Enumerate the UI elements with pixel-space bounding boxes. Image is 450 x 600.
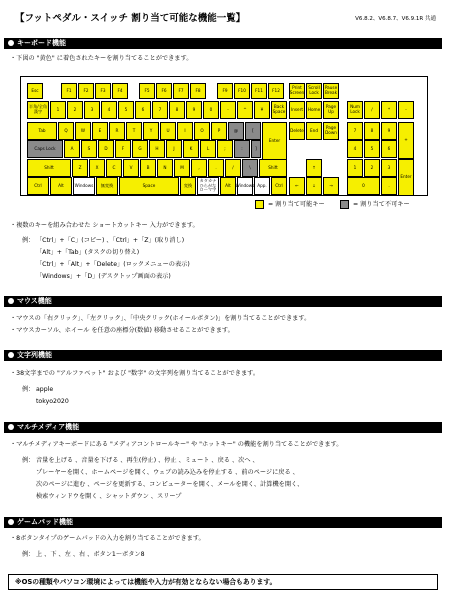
key: ,: [191, 159, 207, 177]
shortcut-intro: ・複数のキーを組み合わせた ショートカットキー 入力ができます。: [10, 222, 199, 229]
key: Print Screen: [289, 83, 305, 99]
string-example: tokyo2020: [36, 398, 69, 405]
examples-label: 例：: [22, 551, 35, 558]
key: Scroll Lock: [306, 83, 322, 99]
bullet-icon: [8, 40, 14, 46]
key: [: [245, 122, 261, 140]
key: →: [323, 177, 339, 195]
key: U: [160, 122, 176, 140]
key: Back Space: [271, 101, 287, 119]
section-title: マルチメディア機能: [17, 423, 80, 431]
key: J: [166, 140, 182, 158]
key: Alt: [50, 177, 72, 195]
examples-label: 例：: [22, 237, 35, 244]
mouse-line: ・マウスの「右クリック」、「左クリック」、「中央クリック(ホイールボタン)」を割り当てることができます。: [10, 315, 311, 322]
mouse-line: ・マウスカーソル、ホイール を任意の座標分(数値) 移動させることができます。: [10, 327, 234, 334]
key: F3: [95, 83, 111, 99]
key: /: [364, 101, 380, 119]
key: E: [92, 122, 108, 140]
key: N: [157, 159, 173, 177]
key: 0: [203, 101, 219, 119]
multimedia-line: ・マルチメディアキーボードにある "メディアコントロールキー" や "ホットキー" の機能を割り当てることができます。: [10, 441, 343, 448]
key: 半角/全角 漢字: [27, 101, 49, 119]
key: Enter: [262, 122, 287, 160]
key: O: [194, 122, 210, 140]
footer-note: ※OSの種類やパソコン環境によっては機能や入力が有効とならない場合もあります。: [8, 574, 438, 590]
key: 6: [381, 140, 397, 158]
key: Alt: [220, 177, 236, 195]
key: 1: [50, 101, 66, 119]
key: ;: [217, 140, 233, 158]
key: @: [228, 122, 244, 140]
key: .: [381, 177, 397, 195]
key: V: [123, 159, 139, 177]
page-title: 【フットペダル・スイッチ 割り当て可能な機能一覧】: [15, 13, 246, 24]
string-example: apple: [36, 386, 54, 393]
key: 2: [364, 159, 380, 177]
key: ¥: [254, 101, 270, 119]
bullet-icon: [8, 352, 14, 358]
key: Insert: [289, 101, 305, 119]
key: F2: [78, 83, 94, 99]
key: Tab: [27, 122, 57, 140]
section-header-gamepad: [4, 517, 442, 528]
string-line: ・38文字までの "アルファベット" および "数字" の文字列を割り当てることができます。: [10, 370, 260, 377]
key: +: [398, 122, 414, 159]
keyboard-intro: ・下図の "黄色" に着色されたキーを割り当てることができます。: [10, 55, 193, 62]
key: Z: [72, 159, 88, 177]
keyboard-diagram: [20, 76, 428, 196]
bullet-icon: [8, 424, 14, 430]
key: X: [89, 159, 105, 177]
gamepad-example: 上 、下 、左 、右 、ボタン1～ボタン8: [36, 551, 145, 558]
multimedia-example: 音量を上げる 、音量を下げる 、再生(停止) 、停止 、ミュート 、戻る 、次へ 、: [36, 457, 259, 464]
key: F7: [173, 83, 189, 99]
gamepad-line: ・8ボタンタイプのゲームパッドの入力を割り当てることができます。: [10, 535, 205, 542]
key: 4: [101, 101, 117, 119]
key: Esc: [27, 83, 43, 99]
bullet-icon: [8, 519, 14, 525]
key: D: [98, 140, 114, 158]
key: Q: [58, 122, 74, 140]
shortcut-example: 「Ctrl」+「Alt」+「Delete」(ロックメニューの表示): [36, 261, 190, 268]
examples-label: 例：: [22, 457, 35, 464]
multimedia-example: プレーヤーを開く、ホームページを開く、ウェブの読み込みを停止する 、前のページに戻る 、: [36, 469, 299, 476]
key: 3: [84, 101, 100, 119]
key: T: [126, 122, 142, 140]
key: A: [64, 140, 80, 158]
key: 9: [381, 122, 397, 140]
key: \: [242, 159, 258, 177]
key: Ctrl: [271, 177, 287, 195]
section-title: マウス機能: [17, 297, 52, 305]
legend-not-assignable: = 割り当て不可キー: [353, 201, 410, 208]
section-header-multimedia: [4, 422, 442, 433]
shortcut-example: 「Alt」+「Tab」(タスクの切り替え): [36, 249, 140, 256]
key: 8: [364, 122, 380, 140]
key: 7: [347, 122, 363, 140]
key: 9: [186, 101, 202, 119]
key: Ctrl: [27, 177, 49, 195]
key: App.: [254, 177, 270, 195]
section-header-keyboard: [4, 38, 442, 49]
key: カタカナ ひらがな ローマ字: [197, 177, 219, 195]
legend-assignable: = 割り当て可能キー: [268, 201, 325, 208]
key: ↓: [306, 177, 322, 195]
key: G: [132, 140, 148, 158]
key: L: [200, 140, 216, 158]
key: Enter: [398, 159, 414, 196]
key: P: [211, 122, 227, 140]
key: /: [225, 159, 241, 177]
key: 3: [381, 159, 397, 177]
key: M: [174, 159, 190, 177]
key: F5: [139, 83, 155, 99]
key: F9: [217, 83, 233, 99]
key: Pause Break: [323, 83, 339, 99]
legend-swatch-not-assignable: [340, 200, 349, 209]
shortcut-example: 「Windows」+「D」(デスクトップ画面の表示): [36, 273, 171, 280]
section-header-string: [4, 350, 442, 361]
legend-swatch-assignable: [255, 200, 264, 209]
section-title: ゲームパッド機能: [17, 518, 73, 526]
key: -: [220, 101, 236, 119]
key: ←: [289, 177, 305, 195]
key: ↑: [306, 159, 322, 177]
shortcut-example: 「Ctrl」+「C」(コピー) 、「Ctrl」+「Z」(取り消し): [36, 237, 185, 244]
section-header-mouse: [4, 296, 442, 307]
key: F6: [156, 83, 172, 99]
key: Delete: [289, 122, 305, 140]
key: Windows: [73, 177, 95, 195]
key: B: [140, 159, 156, 177]
key: 無変換: [96, 177, 118, 195]
multimedia-example: 次のページに進む 、ページを更新する、コンピューターを開く、メールを開く、計算機を開く、: [36, 481, 304, 488]
key: *: [381, 101, 397, 119]
key: F: [115, 140, 131, 158]
key: F8: [190, 83, 206, 99]
key: -: [398, 101, 414, 119]
key: Page Down: [323, 122, 339, 140]
key: I: [177, 122, 193, 140]
key: H: [149, 140, 165, 158]
key: Shift: [27, 159, 71, 177]
key: 0: [347, 177, 380, 195]
key: 1: [347, 159, 363, 177]
key: R: [109, 122, 125, 140]
examples-label: 例：: [22, 386, 35, 393]
section-title: 文字列機能: [17, 351, 52, 359]
key: Y: [143, 122, 159, 140]
key: 2: [67, 101, 83, 119]
key: 5: [118, 101, 134, 119]
version-text: V6.8.2、V6.8.7、V6.9.1R 共通: [355, 16, 436, 22]
key: Caps Lock: [27, 140, 63, 158]
key: :: [234, 140, 250, 158]
multimedia-example: 検索ウィンドウを開く 、シャットダウン 、スリープ: [36, 493, 182, 500]
key: F1: [61, 83, 77, 99]
key: 5: [364, 140, 380, 158]
key: K: [183, 140, 199, 158]
key: 変換: [180, 177, 196, 195]
key: End: [306, 122, 322, 140]
key: Space: [119, 177, 179, 195]
key: F10: [234, 83, 250, 99]
key: 8: [169, 101, 185, 119]
key: Shift: [259, 159, 287, 177]
key: ^: [237, 101, 253, 119]
key: Home: [306, 101, 322, 119]
key: Windows: [237, 177, 253, 195]
key: F11: [251, 83, 267, 99]
key: ]: [251, 140, 261, 158]
section-title: キーボード機能: [17, 39, 66, 47]
key: 6: [135, 101, 151, 119]
key: C: [106, 159, 122, 177]
bullet-icon: [8, 298, 14, 304]
key: Page Up: [323, 101, 339, 119]
key: 4: [347, 140, 363, 158]
key: .: [208, 159, 224, 177]
key: W: [75, 122, 91, 140]
key: F12: [268, 83, 284, 99]
key: Num Lock: [347, 101, 363, 119]
key: 7: [152, 101, 168, 119]
key: F4: [112, 83, 128, 99]
key: S: [81, 140, 97, 158]
